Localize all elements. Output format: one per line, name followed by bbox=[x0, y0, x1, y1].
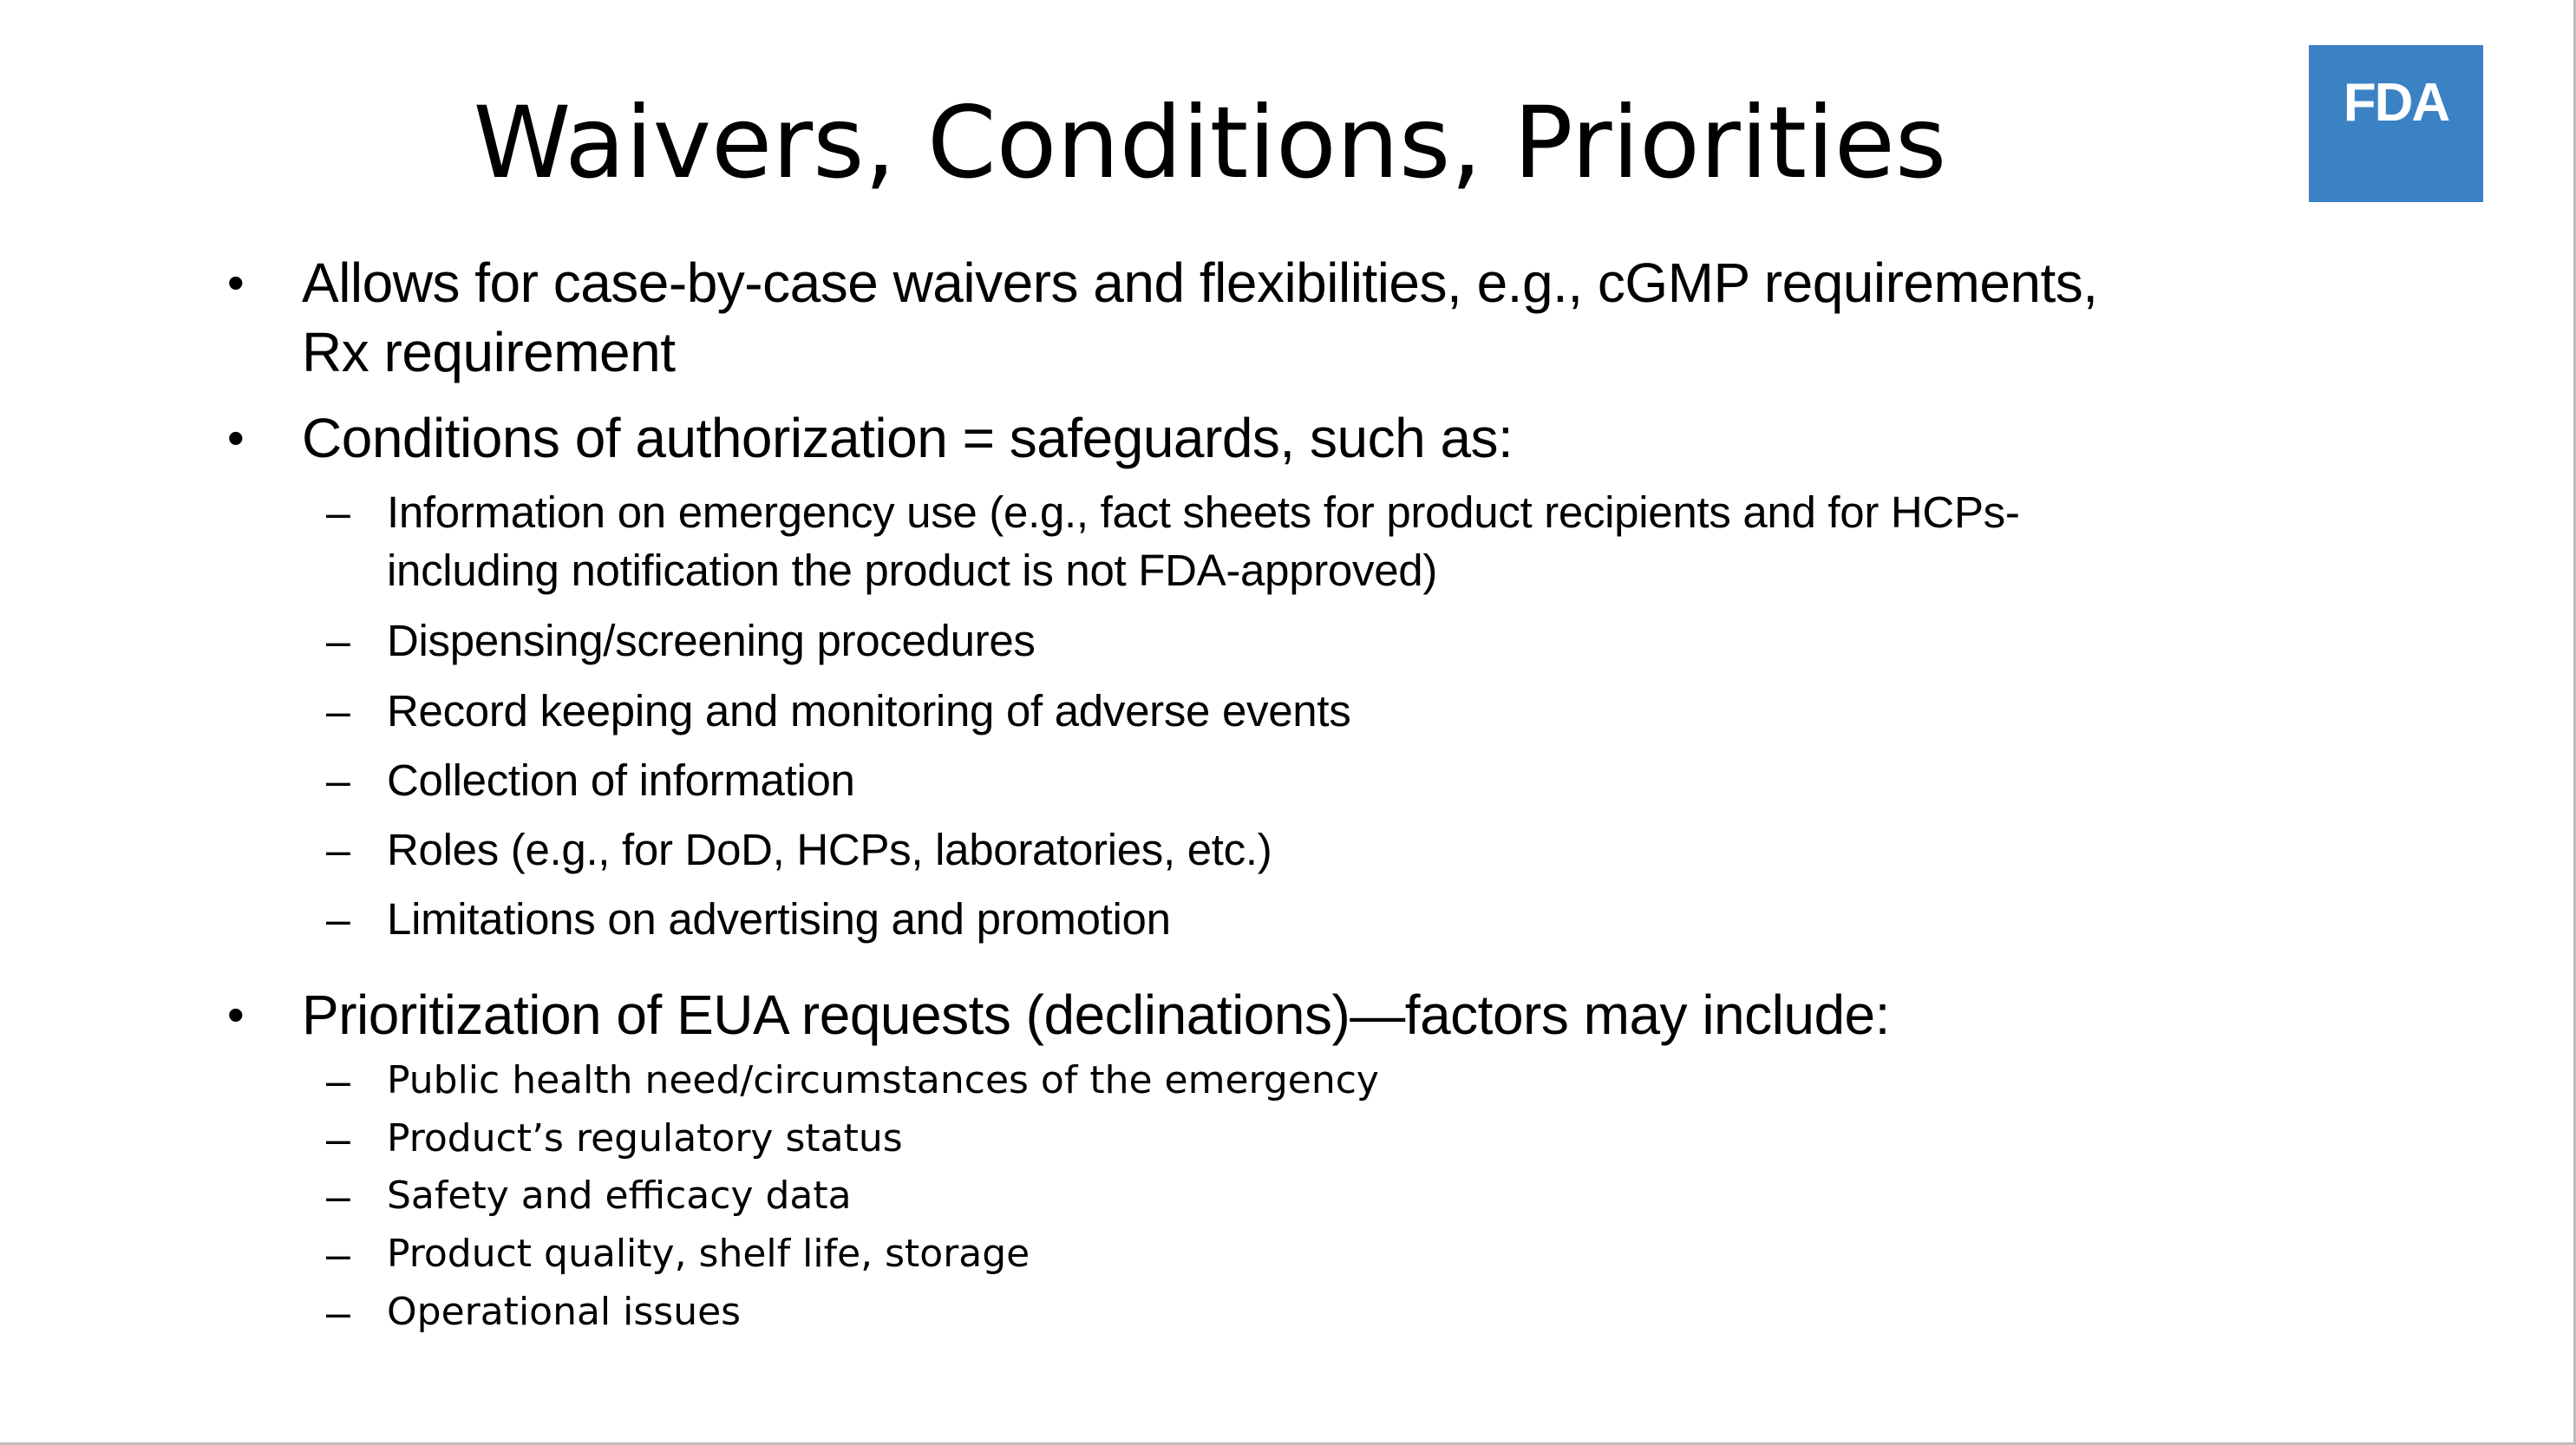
bullet-marker: • bbox=[227, 987, 245, 1042]
condition-item-4: Collection of information bbox=[387, 755, 855, 805]
dash-marker: – bbox=[326, 1172, 350, 1220]
factor-item-4: Product quality, shelf life, storage bbox=[387, 1232, 1030, 1276]
dash-marker: – bbox=[326, 895, 350, 944]
dash-marker: – bbox=[326, 1288, 350, 1337]
condition-item-5: Roles (e.g., for DoD, HCPs, laboratories, etc.) bbox=[387, 825, 1272, 874]
factor-item-2: Product’s regulatory status bbox=[387, 1116, 903, 1161]
dash-marker: – bbox=[326, 1056, 350, 1105]
factor-item-1: Public health need/circumstances of the emergency bbox=[387, 1058, 1379, 1102]
bullet-1-line-1: Allows for case-by-case waivers and flexibilities, e.g., cGMP requirements, bbox=[302, 252, 2098, 314]
slide-title: Waivers, Conditions, Priorities bbox=[473, 85, 1947, 200]
dash-marker: – bbox=[326, 756, 350, 805]
dash-marker: – bbox=[326, 1115, 350, 1163]
bullet-marker: • bbox=[227, 255, 245, 310]
fda-logo-text: FDA bbox=[2343, 73, 2449, 133]
dash-marker: – bbox=[326, 488, 350, 537]
fda-logo bbox=[2309, 45, 2483, 202]
bullet-marker: • bbox=[227, 410, 245, 465]
factor-item-3: Safety and efficacy data bbox=[387, 1174, 852, 1218]
condition-item-6: Limitations on advertising and promotion bbox=[387, 894, 1171, 944]
dash-marker: – bbox=[326, 826, 350, 874]
condition-item-2: Dispensing/screening procedures bbox=[387, 616, 1036, 665]
condition-item-1-line-1: Information on emergency use (e.g., fact sheets for product recipients and for HCPs- bbox=[387, 487, 2020, 537]
condition-item-3: Record keeping and monitoring of adverse events bbox=[387, 686, 1351, 736]
bullet-2-text: Conditions of authorization = safeguards, such as: bbox=[302, 407, 1514, 469]
condition-item-1-line-2: including notification the product is not FDA-approved) bbox=[387, 546, 1438, 595]
bullet-3-text: Prioritization of EUA requests (declinations)—factors may include: bbox=[302, 984, 1890, 1046]
bullet-1-line-2: Rx requirement bbox=[302, 321, 676, 383]
dash-marker: – bbox=[326, 687, 350, 736]
dash-marker: – bbox=[326, 617, 350, 665]
factor-item-5: Operational issues bbox=[387, 1290, 742, 1334]
dash-marker: – bbox=[326, 1230, 350, 1278]
